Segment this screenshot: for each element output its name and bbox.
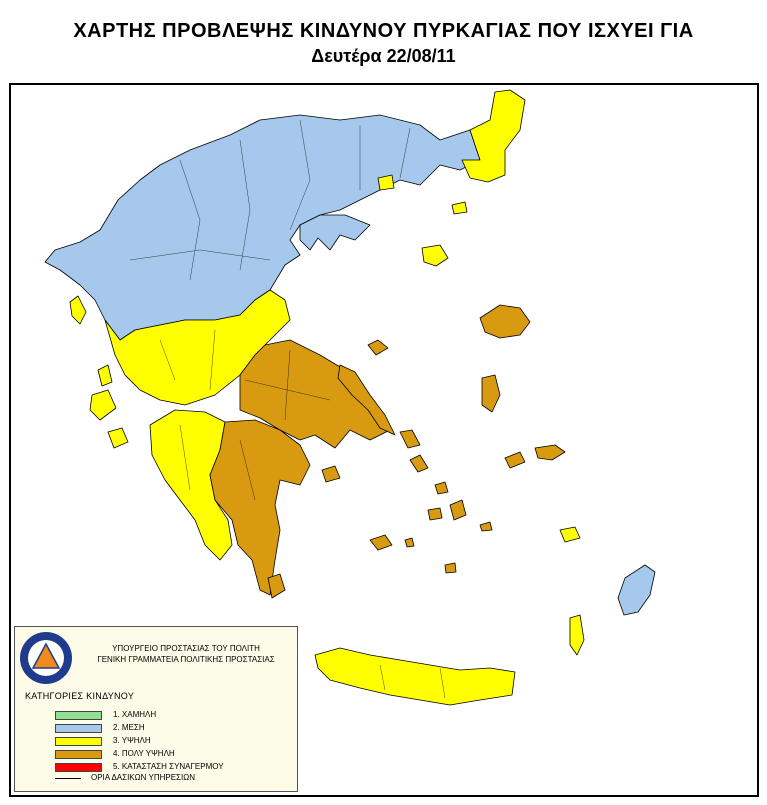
island-lesvos: [480, 305, 530, 338]
island-cyclades-small: [405, 538, 414, 547]
island-skiathos-group: [368, 340, 388, 355]
island-paros: [428, 508, 442, 520]
island-thasos: [378, 175, 394, 190]
island-skyros: [400, 430, 420, 448]
island-chios: [482, 375, 500, 412]
legend-label: 4. ΠΟΛΥ ΥΨΗΛΗ: [113, 749, 175, 758]
island-corfu: [70, 296, 86, 324]
ministry-line2: ΓΕΝΙΚΗ ΓΡΑΜΜΑΤΕΙΑ ΠΟΛΙΤΙΚΗΣ ΠΡΟΣΤΑΣΙΑΣ: [97, 655, 275, 664]
island-samothraki: [452, 202, 467, 214]
ministry-line1: ΥΠΟΥΡΓΕΙΟ ΠΡΟΣΤΑΣΙΑΣ ΤΟΥ ΠΟΛΙΤΗ: [112, 644, 260, 653]
island-lefkada: [98, 365, 112, 386]
island-limnos: [422, 245, 448, 266]
island-rhodes: [618, 565, 655, 615]
map-date: Δευτέρα 22/08/11: [311, 46, 456, 66]
legend-swatch: [55, 737, 102, 746]
legend-swatch: [55, 724, 102, 733]
island-naxos: [450, 500, 466, 520]
legend-label: 1. ΧΑΜΗΛΗ: [113, 710, 157, 719]
civil-protection-emblem-icon: [19, 631, 73, 685]
island-kythira: [268, 574, 285, 598]
legend-label: 2. ΜΕΣΗ: [113, 723, 145, 732]
legend-swatch: [55, 711, 102, 720]
legend-label: 5. ΚΑΤΑΣΤΑΣΗ ΣΥΝΑΓΕΡΜΟΥ: [113, 762, 224, 771]
legend-label: 3. ΥΨΗΛΗ: [113, 736, 151, 745]
island-amorgos: [480, 522, 492, 531]
categories-heading: ΚΑΤΗΓΟΡΙΕΣ ΚΙΝΔΥΝΟΥ: [25, 691, 135, 701]
island-tinos: [435, 482, 448, 494]
legend-swatch: [55, 763, 102, 772]
ministry-title: [77, 643, 295, 665]
island-salamina-aegina: [322, 466, 340, 482]
forest-border-line-sample: [55, 778, 81, 779]
island-ikaria: [505, 452, 525, 468]
island-karpathos: [570, 615, 584, 655]
island-samos: [535, 445, 565, 460]
island-zakynthos: [108, 428, 128, 448]
island-crete: [315, 648, 515, 705]
island-santorini: [445, 563, 456, 573]
forest-border-label: ΟΡΙΑ ΔΑΣΙΚΩΝ ΥΠΗΡΕΣΙΩΝ: [91, 773, 195, 782]
region-chalkidiki: [300, 215, 370, 250]
region-east-peloponnese: [210, 420, 310, 595]
island-kefalonia: [90, 390, 116, 420]
legend-swatch: [55, 750, 102, 759]
legend-box: [14, 626, 298, 792]
island-kos-group: [560, 527, 580, 542]
map-title: ΧΑΡΤΗΣ ΠΡΟΒΛΕΨΗΣ ΚΙΝΔΥΝΟΥ ΠΥΡΚΑΓΙΑΣ ΠΟΥ ΙΣΧΥΕΙ ΓΙΑ: [73, 20, 694, 42]
island-andros: [410, 455, 428, 472]
island-milos: [370, 535, 392, 550]
